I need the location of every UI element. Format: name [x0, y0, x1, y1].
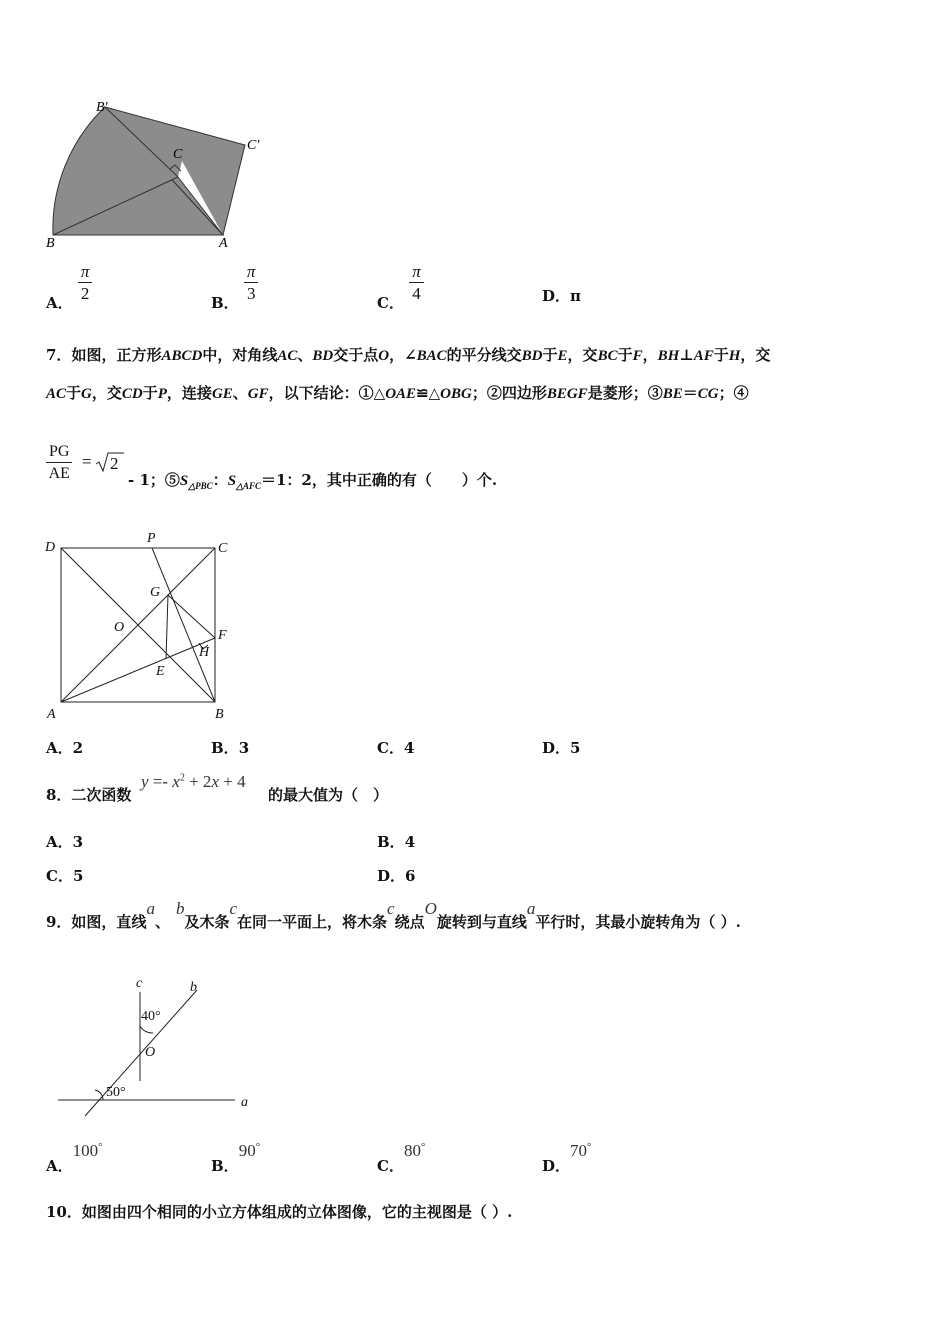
q7-formula-eq: =: [82, 452, 92, 471]
q7-option-letter: B．: [211, 739, 239, 757]
q7-text: ，: [642, 346, 658, 364]
q7-line2: [46, 382, 749, 403]
q6-option-d-value: π: [570, 287, 581, 305]
q7-text: 是菱形；③: [587, 384, 663, 402]
q7-option-letter: A．: [46, 739, 73, 757]
q7-text: ⊥: [679, 346, 694, 364]
q7-label-e: E: [156, 664, 165, 679]
q9-text: 平行时，其最小旋转角为（ ）.: [535, 913, 741, 931]
q7-var: S: [179, 473, 189, 489]
q7-var: F: [632, 348, 643, 364]
q7-option-value: 5: [570, 739, 581, 757]
q7-text: ；②四边形: [471, 384, 547, 402]
q9-option-value: 100: [72, 1141, 99, 1160]
q9-option-value: 80: [403, 1141, 421, 1160]
q9-text: 在同一平面上，将木条: [237, 913, 388, 931]
q8-formula-sq: 2: [179, 772, 185, 784]
q9-option-unit: °: [420, 1141, 426, 1153]
q7-frac-den: AE: [48, 465, 70, 482]
q9-var: c: [229, 899, 238, 918]
q7-label-a: A: [47, 707, 56, 722]
q7-var: GE: [211, 386, 233, 402]
q6-option-d-letter: D．: [542, 287, 571, 305]
q6-option-b-letter: B．: [211, 293, 239, 312]
q7-number: 7．: [46, 346, 72, 364]
q7-var: O: [378, 348, 390, 364]
q7-text: 、: [297, 346, 313, 364]
q7-label-p: P: [147, 531, 156, 546]
q6-option-c-frac: $\frac{\pi}{4}$: [409, 262, 424, 305]
q8-option-value: 4: [404, 833, 416, 851]
q7-var: OBG: [440, 386, 472, 402]
q7-var: BH: [657, 348, 680, 364]
q7-option-a[interactable]: [46, 737, 83, 758]
q7-var: BC: [597, 348, 618, 364]
q6-option-a-frac: $\frac{\pi}{2}$: [78, 262, 93, 305]
q7-option-value: 2: [72, 739, 84, 757]
q7-text: 、: [232, 384, 248, 402]
q8-formula-eq: =-: [148, 772, 173, 791]
q9-text: 绕点: [394, 913, 425, 931]
q7-var: BE: [662, 386, 683, 402]
q7-var: CG: [697, 386, 719, 402]
q9-text: 旋转到与直线: [436, 913, 527, 931]
q7-text: 于: [617, 346, 633, 364]
q9-option-letter: B．: [211, 1157, 239, 1175]
q8-formula-plus: + 2: [184, 772, 212, 791]
q8-formula-x: x: [211, 772, 219, 791]
q9-question: [46, 898, 741, 931]
q9-var: a: [526, 899, 536, 918]
q7-text: ，∠: [389, 346, 417, 364]
q9-text: 、: [154, 913, 170, 931]
q7-var: BAC: [416, 348, 447, 364]
q8-option-letter: B．: [377, 833, 405, 851]
q7-frac-num: PG: [46, 442, 72, 463]
q7-label-d: D: [45, 540, 56, 555]
q9-text: 9．如图，直线: [46, 913, 147, 931]
q8-option-c[interactable]: [46, 865, 83, 886]
q7-var: CD: [121, 386, 143, 402]
q7-text: ，连接: [166, 384, 212, 402]
q7-label-o: O: [114, 620, 125, 635]
q7-var: AF: [693, 348, 714, 364]
q9-var: c: [387, 899, 395, 918]
q9-option-value: 70: [570, 1141, 588, 1160]
q7-var: ABCD: [161, 348, 203, 364]
q7-text: ，以下结论：①△: [268, 384, 386, 402]
q8-formula-y: y: [141, 772, 149, 791]
q7-text: ，交: [567, 346, 598, 364]
q7-figure: [40, 525, 240, 725]
q8-option-b[interactable]: [377, 831, 415, 852]
q7-text: ＝: [682, 384, 698, 402]
q7-text: 交于点: [333, 346, 379, 364]
q7-text: ≌△: [416, 384, 441, 402]
q9-option-c[interactable]: [377, 1140, 426, 1175]
q7-formula-root: 2: [110, 454, 119, 473]
q6-label-cprime: C': [247, 138, 260, 153]
q8-formula-rest: + 4: [218, 772, 246, 791]
q7-label-c: C: [218, 541, 228, 556]
q6-figure: [40, 95, 280, 255]
q9-label-o: O: [145, 1045, 156, 1060]
q9-label-angle1: 40°: [141, 1009, 161, 1024]
q7-var: G: [81, 386, 92, 402]
q7-var: GF: [247, 386, 269, 402]
q8-prefix: 8．二次函数: [46, 786, 132, 804]
q8-formula-x: x: [172, 772, 180, 791]
q7-option-value: 3: [238, 739, 250, 757]
q7-formula-fraction: [46, 442, 72, 485]
q8-option-letter: C．: [46, 867, 73, 885]
q6-option-b-frac: $\frac{\pi}{3}$: [244, 262, 259, 305]
q7-var: E: [557, 348, 568, 364]
q7-text: 于: [66, 384, 82, 402]
q7-text: ，交: [91, 384, 122, 402]
q8-option-a[interactable]: [46, 831, 83, 852]
q7-option-b[interactable]: [211, 737, 249, 758]
q7-var: S: [227, 473, 237, 489]
q7-line3: [128, 469, 497, 492]
q9-label-angle2: 50°: [106, 1085, 126, 1100]
q8-option-value: 6: [405, 867, 416, 885]
q7-var: AC: [46, 386, 67, 402]
q7-label-f: F: [218, 628, 227, 643]
q9-label-b: b: [190, 980, 197, 995]
q7-option-letter: C．: [377, 739, 404, 757]
q8-formula: [141, 772, 246, 792]
q7-label-h: H: [199, 645, 210, 660]
q8-option-value: 5: [72, 867, 84, 885]
q7-sub: △AFC: [236, 481, 261, 491]
q7-var: P: [157, 386, 167, 402]
q6-option-d[interactable]: [542, 285, 581, 306]
q8-option-d[interactable]: [377, 865, 415, 886]
q8-option-letter: D．: [377, 867, 406, 885]
q9-label-a: a: [241, 1095, 248, 1110]
q7-var: OAE: [385, 386, 417, 402]
q7-option-c[interactable]: [377, 737, 414, 758]
q7-text: 中，对角线: [202, 346, 278, 364]
q9-option-b[interactable]: [211, 1140, 261, 1175]
q9-var: b: [175, 899, 185, 918]
q9-option-unit: °: [255, 1141, 261, 1153]
q9-text: 及木条: [184, 913, 230, 931]
q7-var: BD: [312, 348, 334, 364]
q9-option-d[interactable]: [542, 1140, 592, 1175]
q7-text: 于: [542, 346, 558, 364]
q7-text: ＝1：2，其中正确的有（ ）个.: [260, 471, 498, 489]
q7-var: H: [728, 348, 741, 364]
q7-text: ，交: [740, 346, 771, 364]
q6-option-b[interactable]: [211, 262, 258, 312]
q7-var: BEGF: [546, 386, 588, 402]
q9-option-unit: °: [587, 1141, 592, 1153]
q7-text: 的平分线交: [446, 346, 522, 364]
q6-label-bprime: B': [96, 100, 108, 115]
q9-var: a: [146, 899, 155, 918]
q7-label-g: G: [150, 585, 161, 600]
q9-option-a[interactable]: [46, 1140, 103, 1175]
q7-text: 于: [142, 384, 158, 402]
q6-option-a-letter: A．: [46, 293, 73, 312]
q9-label-c: c: [136, 976, 143, 991]
q7-text: - 1；⑤: [128, 471, 180, 489]
q8-option-letter: A．: [46, 833, 73, 851]
q6-label-a: A: [219, 236, 228, 251]
q7-line1: [46, 344, 770, 365]
q6-option-c-letter: C．: [377, 293, 404, 312]
q9-option-letter: D．: [542, 1157, 571, 1175]
q8-suffix: 的最大值为（ ）: [268, 786, 389, 804]
q7-text: ；④: [718, 384, 749, 402]
q7-text: ：: [212, 471, 228, 489]
q7-label-b: B: [215, 707, 224, 722]
q7-option-value: 4: [403, 739, 415, 757]
q9-option-value: 90: [238, 1141, 256, 1160]
q6-option-a[interactable]: [46, 262, 92, 312]
q7-option-d[interactable]: [542, 737, 580, 758]
q9-option-unit: °: [98, 1141, 103, 1153]
q7-var: BD: [521, 348, 543, 364]
q6-label-b: B: [46, 236, 55, 251]
q9-option-letter: C．: [377, 1157, 404, 1175]
q9-figure: [50, 970, 270, 1120]
q6-label-c: C: [173, 147, 183, 162]
q7-text: 于: [713, 346, 729, 364]
q7-option-letter: D．: [542, 739, 571, 757]
q7-sub: △PBC: [188, 481, 213, 491]
q9-var: O: [424, 899, 437, 918]
q10-question: 10．如图由四个相同的小立方体组成的立体图像，它的主视图是（ ）.: [46, 1203, 513, 1221]
q6-option-c[interactable]: [377, 262, 424, 312]
q7-text: 如图，正方形: [71, 346, 162, 364]
q9-option-letter: A．: [46, 1157, 73, 1175]
q7-var: AC: [277, 348, 298, 364]
q8-option-value: 3: [72, 833, 84, 851]
